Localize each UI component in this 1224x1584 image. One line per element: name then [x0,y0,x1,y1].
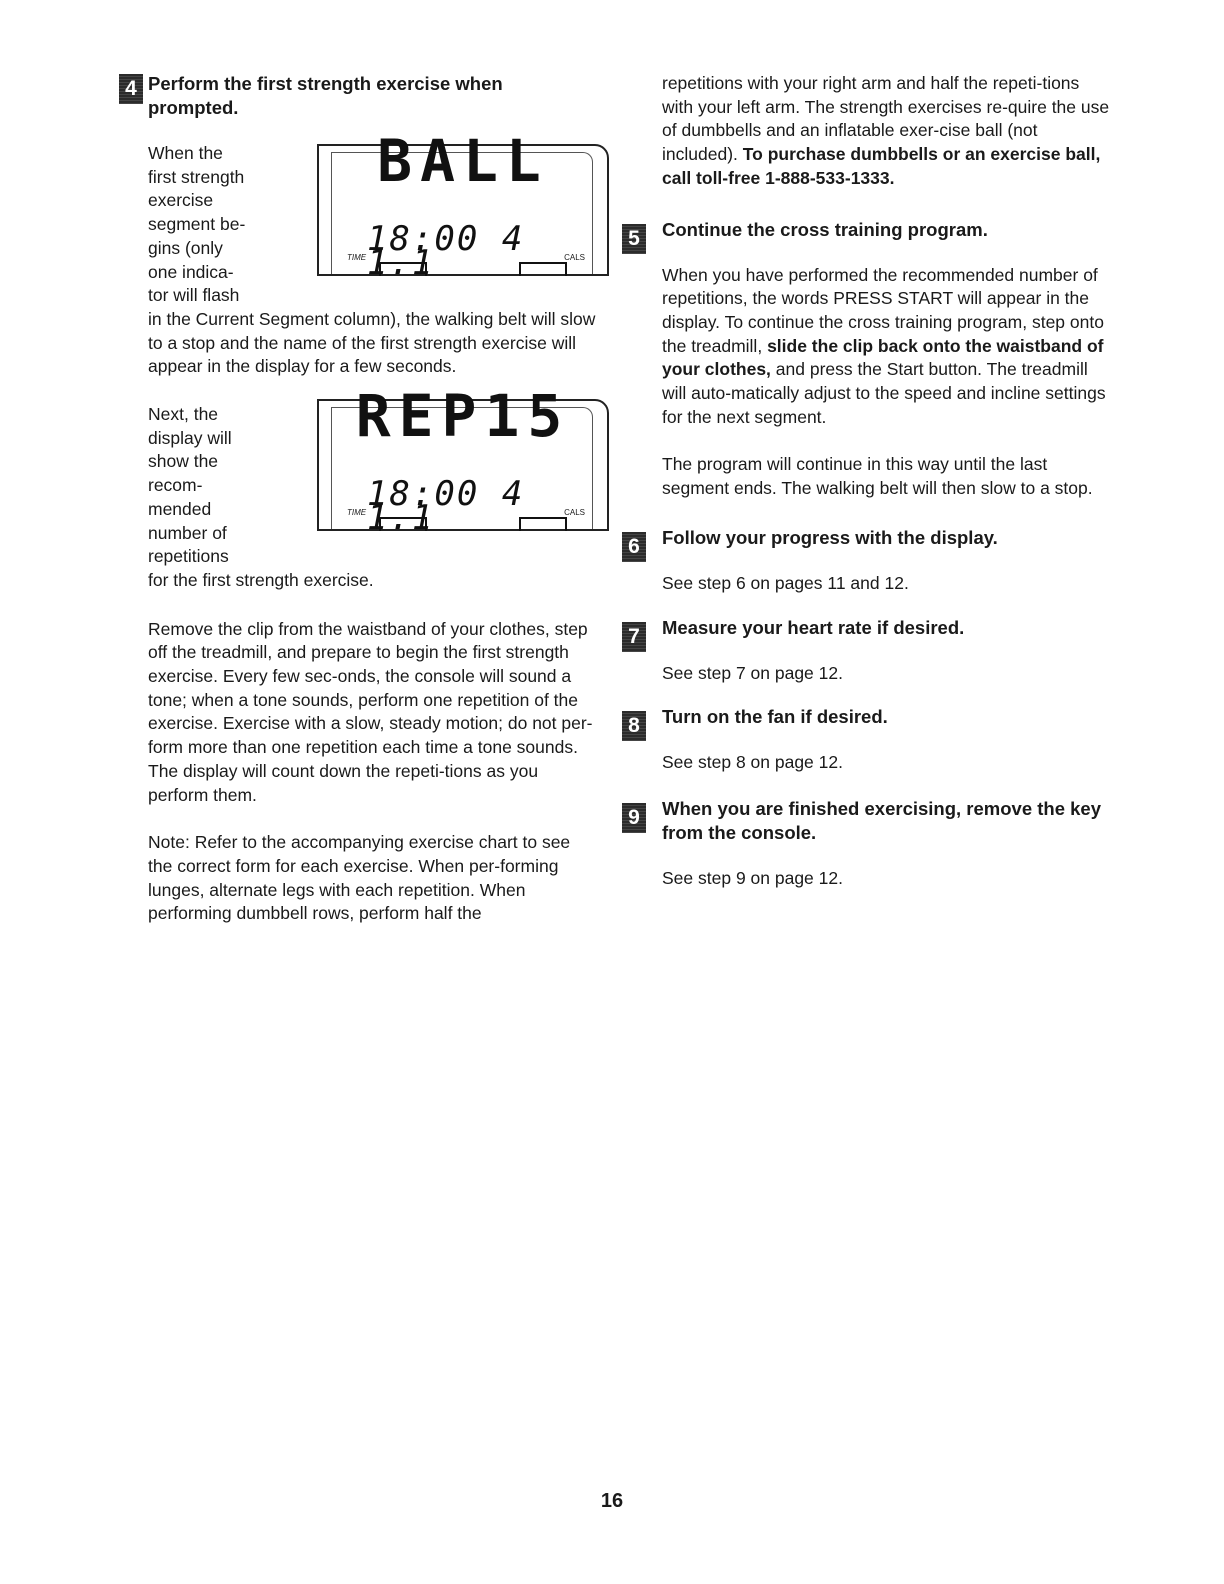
step-8-heading-text: Turn on the fan if desired. [662,706,888,728]
wrapped-line: one indica- [148,261,234,282]
display-2-block [148,382,597,593]
step-9-number-badge: 9 [622,803,646,833]
step-5-heading [622,218,1112,250]
wrapped-line: display will [148,427,232,448]
wrapped-line: When the [148,143,223,163]
text-span: and press the Start button. The treadmill will auto-matically adjust to the speed and incline settings for the next segment. [662,359,1106,427]
step-7-heading [622,616,1112,648]
continued-text: repetitions with your right arm and half the repeti-tions with your left arm. The strength exercises re-quire the use of dumbbells and an inflatable exer-cise ball (not included). [662,73,1110,165]
lcd-segment-indicator [379,262,427,276]
step-7-heading-text: Measure your heart rate if desired. [662,616,965,638]
lcd-time-label: TIME [347,508,367,518]
wrapped-line: exercise [148,190,214,211]
step-9-heading [622,797,1112,845]
page-number: 16 [600,1490,624,1512]
display-2-wrapped-text [148,403,268,569]
display-1-wrapped-text [148,142,268,308]
step-7-number-badge: 7 [622,622,646,652]
display-2-continued-text: for the first strength exercise. [148,569,374,590]
step-4-body [119,127,597,926]
step-4-heading [119,72,597,120]
step-5-heading-text: Continue the cross training program. [662,218,988,240]
lcd-segment-indicator [379,517,427,531]
step-9-body: See step 9 on page 12. [662,867,843,888]
wrapped-line: gins (only [148,237,223,258]
display-1-continued-text: in the Current Segment column), the walking belt will slow to a stop and the name of the first strength exercise will appear in the display for a few seconds. [148,308,596,377]
lcd-big-text: REP15 [355,382,571,451]
step-6-heading-text: Follow your progress with the display. [662,526,998,548]
step-9-heading-text: When you are finished exercising, remove the key from the console. [662,797,1102,843]
step-4-paragraph-4: Note: Refer to the accompanying exercise chart to see the correct form for each exercise. When per-forming lunges, alternate legs with each repetition. When performing dumbbell rows, perform half the [148,832,571,924]
lcd-cals-label: CALS [564,253,585,262]
wrapped-line: repetitions [148,546,229,567]
lcd-digits: 18:00 4 1.1 [367,219,525,283]
bold-instruction: slide the clip back onto the waistband of your clothes, [662,335,1104,380]
step-8-number-badge: 8 [622,711,646,741]
lcd-big-text: BALL [377,127,549,195]
left-column [119,72,597,926]
wrapped-line: segment be- [148,214,246,235]
step-5-paragraph-2: The program will continue in this way until the last segment ends. The walking belt will then slow to a stop. [662,454,1093,499]
wrapped-line: mended [148,498,212,519]
step-7-body: See step 7 on page 12. [662,662,843,683]
lcd-digits: 18:00 4 1.1 [367,474,525,538]
lcd-time-label: TIME [347,253,367,262]
lcd-segment-indicator [519,517,567,531]
step-5-paragraph-1 [662,264,1112,430]
lcd-cals-label: CALS [564,508,585,518]
display-1-block [148,127,597,379]
step-4-heading-text: Perform the first strength exercise when prompted. [148,73,503,118]
step-5-number-badge: 5 [622,224,646,254]
step-6-body: See step 6 on pages 11 and 12. [662,572,909,593]
step-8-heading [622,705,1112,738]
wrapped-line: show the [148,451,219,472]
step-8-body: See step 8 on page 12. [662,752,843,773]
lcd-display-ball [317,127,609,283]
lcd-segment-indicator [519,262,567,276]
wrapped-line: recom- [148,475,203,496]
text-span: When you have performed the recommended number of repetitions, the words PRESS START will appear in the display. To continue the cross training program, step onto the treadmill, [662,264,1104,356]
step-4-paragraph-3: Remove the clip from the waistband of your clothes, step off the treadmill, and prepare to begin the first strength exercise. Every few sec-onds, the console will sound a tone; when a tone sounds, perform one repetition of the exercise. Exercise with a slow, steady motion; do not per-form more than one repetition each time a tone sounds. The display will count down the repeti-tions as you perform them. [148,618,593,805]
wrapped-line: number of [148,522,227,543]
purchase-phone-notice: To purchase dumbbells or an exercise ball, call toll-free 1-888-533-1333. [662,144,1101,188]
step-6-heading [622,526,1112,558]
right-column [622,72,1112,891]
wrapped-line: first strength [148,166,245,187]
step-6-number-badge: 6 [622,532,646,562]
step-5-body [622,264,1112,501]
continued-paragraph [622,72,1112,191]
wrapped-line: tor will flash [148,285,240,306]
step-4-number-badge: 4 [119,74,143,104]
wrapped-line: Next, the [148,404,219,425]
lcd-display-rep15 [317,382,609,538]
